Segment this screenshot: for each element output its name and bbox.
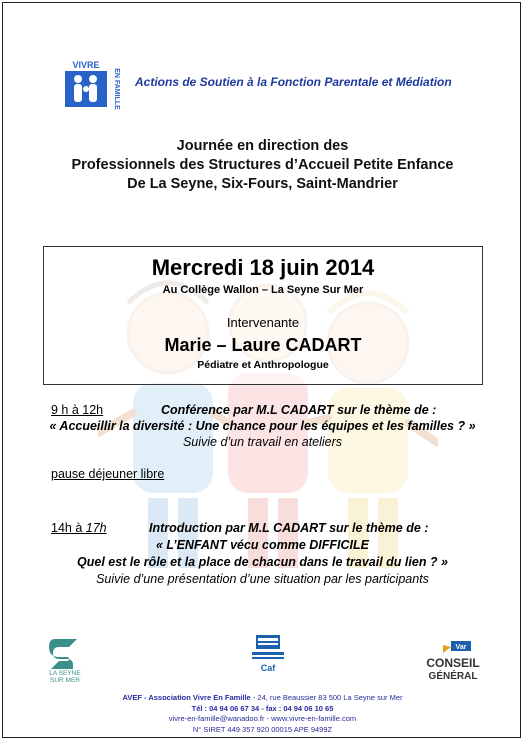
tagline: Actions de Soutien à la Fonction Parentale et Médiation (135, 75, 452, 89)
la-seyne-sur-mer-logo (43, 635, 87, 683)
afternoon-time (51, 521, 107, 535)
morning-follow-up: Suivie d’un travail en ateliers (182, 435, 343, 449)
footer-web[interactable]: vivre-en-famille@wanadoo.fr - www.vivre-en-famille.com (168, 714, 357, 723)
var-text: Var (455, 644, 467, 651)
speaker-name: Marie – Laure CADART (164, 335, 362, 355)
footer-phone: Tél : 04 94 06 67 34 - fax : 04 94 06 10 65 (191, 703, 334, 713)
conseil-line-2: GÉNÉRAL (428, 671, 478, 682)
event-info-box (43, 246, 483, 385)
afternoon-follow-up: Suivie d’une présentation d’une situation par les participants (96, 572, 429, 586)
la-seyne-line-2: SUR MER (50, 677, 80, 683)
footer-contact (3, 693, 521, 735)
afternoon-theme-2: Quel est le rôle et la place de chacun dans le travail du lien ? » (77, 555, 448, 569)
speaker-role: Pédiatre et Anthropologue (197, 359, 329, 371)
intro-heading (3, 137, 521, 194)
footer-siret: N° SIRET 449 357 920 00015 APE 9499Z (192, 724, 333, 734)
afternoon-theme-1: « L’ENFANT vécu comme DIFFICILE (155, 538, 369, 552)
morning-time: 9 h à 12h (51, 403, 104, 417)
intro-line-2: Professionnels des Structures d’Accueil Petite Enfance (71, 157, 454, 173)
intro-line-1: Journée en direction des (176, 138, 349, 154)
flyer-page (2, 2, 521, 738)
speaker-label: Intervenante (226, 315, 300, 330)
caf-logo (248, 633, 288, 683)
footer-org: AVEF - Association Vivre En Famille (122, 693, 251, 702)
morning-theme: « Accueillir la diversité : Une chance pour les équipes et les familles ? » (49, 419, 476, 433)
logo-side-text: EN FAMILLE (113, 68, 120, 110)
morning-title: Conférence par M.L CADART sur le thème de : (161, 403, 437, 417)
vivre-en-famille-logo (45, 55, 125, 115)
conseil-general-var-logo (423, 641, 483, 683)
intro-line-3: De La Seyne, Six-Fours, Saint-Mandrier (127, 176, 398, 192)
event-venue: Au Collège Wallon – La Seyne Sur Mer (162, 284, 364, 296)
la-seyne-line-1: LA SEYNE (49, 670, 81, 677)
afternoon-title: Introduction par M.L CADART sur le thème de : (149, 521, 429, 535)
footer-address: - 24, rue Beaussier 83 500 La Seyne sur Mer (250, 693, 403, 702)
afternoon-time-end: 17h (85, 521, 107, 535)
conseil-line-1: CONSEIL (426, 656, 480, 670)
logo-top-text: VIVRE (72, 60, 100, 70)
lunch-break: pause déjeuner libre (51, 467, 165, 481)
caf-text: Caf (260, 663, 276, 673)
event-date: Mercredi 18 juin 2014 (151, 255, 375, 280)
afternoon-time-start: 14h à (51, 521, 86, 535)
